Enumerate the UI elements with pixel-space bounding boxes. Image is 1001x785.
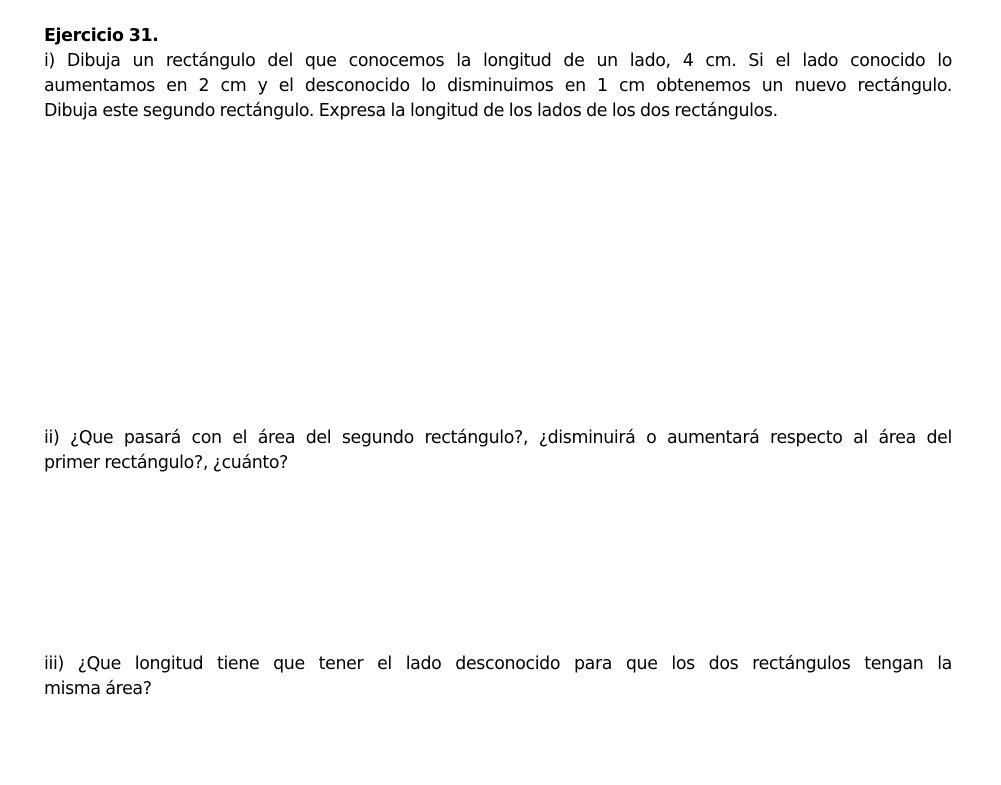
question-i-line-2: aumentamos en 2 cm y el desconocido lo disminuimos en 1 cm obtenemos un nuevo rectángulo.: [44, 76, 952, 96]
question-ii-line-2: primer rectángulo?, ¿cuánto?: [44, 453, 289, 473]
question-part-ii: [44, 426, 952, 476]
question-i-line-3: Dibuja este segundo rectángulo. Expresa la longitud de los lados de los dos rectángulos.: [44, 101, 778, 121]
question-iii-line-1: iii) ¿Que longitud tiene que tener el lado desconocido para que los dos rectángulos tengan la: [44, 654, 952, 674]
question-i-line-1: i) Dibuja un rectángulo del que conocemos la longitud de un lado, 4 cm. Si el lado conocido lo: [44, 51, 952, 71]
question-part-iii: [44, 652, 952, 702]
question-part-i: [44, 49, 952, 124]
question-ii-line-1: ii) ¿Que pasará con el área del segundo rectángulo?, ¿disminuirá o aumentará respecto al área del: [44, 428, 952, 448]
exercise-heading: [44, 24, 952, 49]
question-iii-line-2: misma área?: [44, 679, 152, 699]
exercise-title: Ejercicio 31.: [44, 26, 159, 46]
